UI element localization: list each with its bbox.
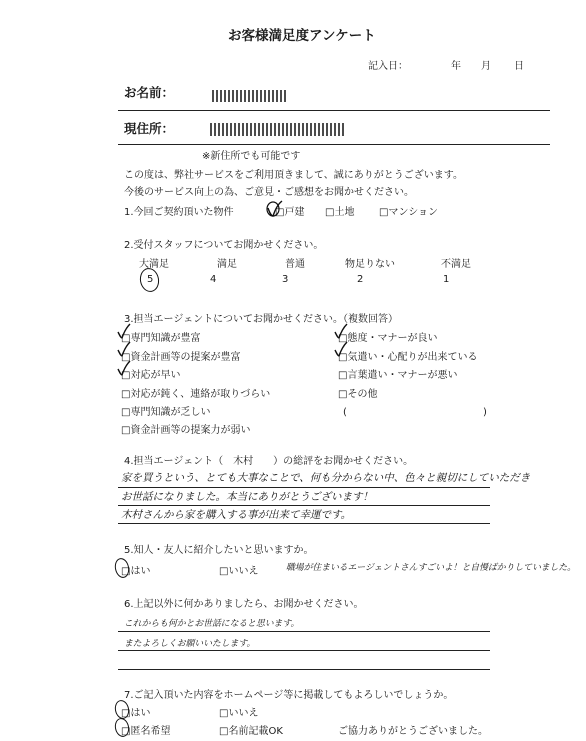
q2-value-5[interactable]: 5: [147, 274, 154, 285]
q7-option-anonymous[interactable]: □匿名希望: [121, 726, 171, 737]
q3-option-funding-proposal[interactable]: □資金計画等の提案が豊富: [121, 352, 241, 363]
q4-rule-1: [118, 487, 490, 488]
q3-option-bad-manners[interactable]: □言葉遣い・マナーが悪い: [338, 370, 458, 381]
q2-value-2[interactable]: 2: [357, 274, 364, 285]
q3-option-weak-proposal[interactable]: □資金計画等の提案力が弱い: [121, 425, 251, 436]
q6-rule-3: [118, 669, 490, 670]
q3-option-good-manners[interactable]: □態度・マナーが良い: [338, 333, 438, 344]
q4-answer-line-3: 木村さんから家を購入する事が出来て幸運です。: [121, 509, 352, 521]
q6-question: 6.上記以外に何かありましたら、お聞かせください。: [124, 599, 364, 610]
q4-question: 4.担当エージェント（ 木村 ）の総評をお聞かせください。: [124, 456, 414, 467]
intro-line-2: 今後のサービス向上の為、ご意見・ご感想をお聞かせください。: [124, 187, 414, 198]
redacted-name: [212, 90, 286, 102]
q5-comment: 職場が住まいるエージェントさんすごいよ！と自慢ばかりしていました。: [286, 563, 576, 573]
address-label: 現住所：: [124, 121, 175, 136]
address-underline: [118, 144, 550, 145]
q2-value-1[interactable]: 1: [443, 274, 450, 285]
q2-label-very-satisfied: 大満足: [139, 259, 169, 270]
address-note: ※新住所でも可能です: [202, 151, 301, 162]
q2-label-dissatisfied: 不満足: [441, 259, 471, 270]
date-label: 記入日：: [368, 61, 408, 72]
q5-option-yes[interactable]: □はい: [121, 566, 151, 577]
date-month: 月: [481, 61, 491, 72]
q3-question: 3.担当エージェントについてお聞かせください。（複数回答）: [124, 314, 398, 325]
q4-answer-line-1: 家を買うという、とても大事なことで、何も分からない中、色々と親切にしていただき: [121, 472, 531, 484]
q6-rule-1: [118, 631, 490, 632]
q2-question: 2.受付スタッフについてお聞かせください。: [124, 240, 324, 251]
q3-option-quick-response[interactable]: □対応が早い: [121, 370, 181, 381]
q7-question: 7.ご記入頂いた内容をホームページ等に掲載してもよろしいでしょうか。: [124, 690, 454, 701]
q3-option-lacks-expertise[interactable]: □専門知識が乏しい: [121, 407, 211, 418]
q2-value-4[interactable]: 4: [210, 274, 217, 285]
q3-right-check-marks-icon: [333, 323, 349, 359]
q3-option-other[interactable]: □その他: [338, 389, 378, 400]
q3-other-paren-close: ): [483, 407, 487, 418]
intro-line-1: この度は、弊社サービスをご利用頂きまして、誠にありがとうございます。: [124, 170, 463, 181]
q5-option-no[interactable]: □いいえ: [219, 566, 259, 577]
q7-option-no[interactable]: □いいえ: [219, 708, 259, 719]
name-label: お名前：: [124, 85, 175, 100]
q1-check-mark-icon: [265, 200, 283, 218]
q4-rule-3: [118, 523, 490, 524]
q6-rule-2: [118, 650, 490, 651]
q7-option-yes[interactable]: □はい: [121, 708, 151, 719]
q4-rule-2: [118, 505, 490, 506]
redacted-address: [210, 123, 346, 136]
q2-label-satisfied: 満足: [217, 259, 237, 270]
thanks-message: ご協力ありがとうございました。: [338, 726, 488, 737]
q2-value-3[interactable]: 3: [282, 274, 289, 285]
q3-other-paren-open: (: [343, 407, 347, 418]
q3-option-slow-response[interactable]: □対応が鈍く、連絡が取りづらい: [121, 389, 271, 400]
date-year: 年: [451, 61, 461, 72]
q3-left-check-marks-icon: [116, 323, 132, 387]
q1-option-house[interactable]: □戸建: [275, 207, 305, 218]
name-underline: [118, 110, 550, 111]
survey-title: お客様満足度アンケート: [228, 28, 376, 44]
q5-question: 5.知人・友人に紹介したいと思いますか。: [124, 545, 314, 556]
q3-option-expertise[interactable]: □専門知識が豊富: [121, 333, 201, 344]
q1-option-mansion[interactable]: □マンション: [379, 207, 438, 218]
q4-answer-line-2: お世話になりました。本当にありがとうございます！: [121, 491, 373, 503]
q6-answer-line-2: またよろしくお願いいたします。: [124, 639, 256, 649]
q3-option-considerate[interactable]: □気遣い・心配りが出来ている: [338, 352, 478, 363]
q2-label-normal: 普通: [285, 259, 305, 270]
q1-option-land[interactable]: □土地: [325, 207, 355, 218]
q6-answer-line-1: これからも何かとお世話になると思います。: [124, 619, 300, 629]
q2-selected-circle-icon: [138, 267, 161, 294]
date-day: 日: [514, 61, 524, 72]
q7-option-name-ok[interactable]: □名前記載OK: [219, 726, 283, 737]
q1-question: 1.今回ご契約頂いた物件: [124, 207, 234, 218]
q2-label-insufficient: 物足りない: [345, 259, 395, 270]
